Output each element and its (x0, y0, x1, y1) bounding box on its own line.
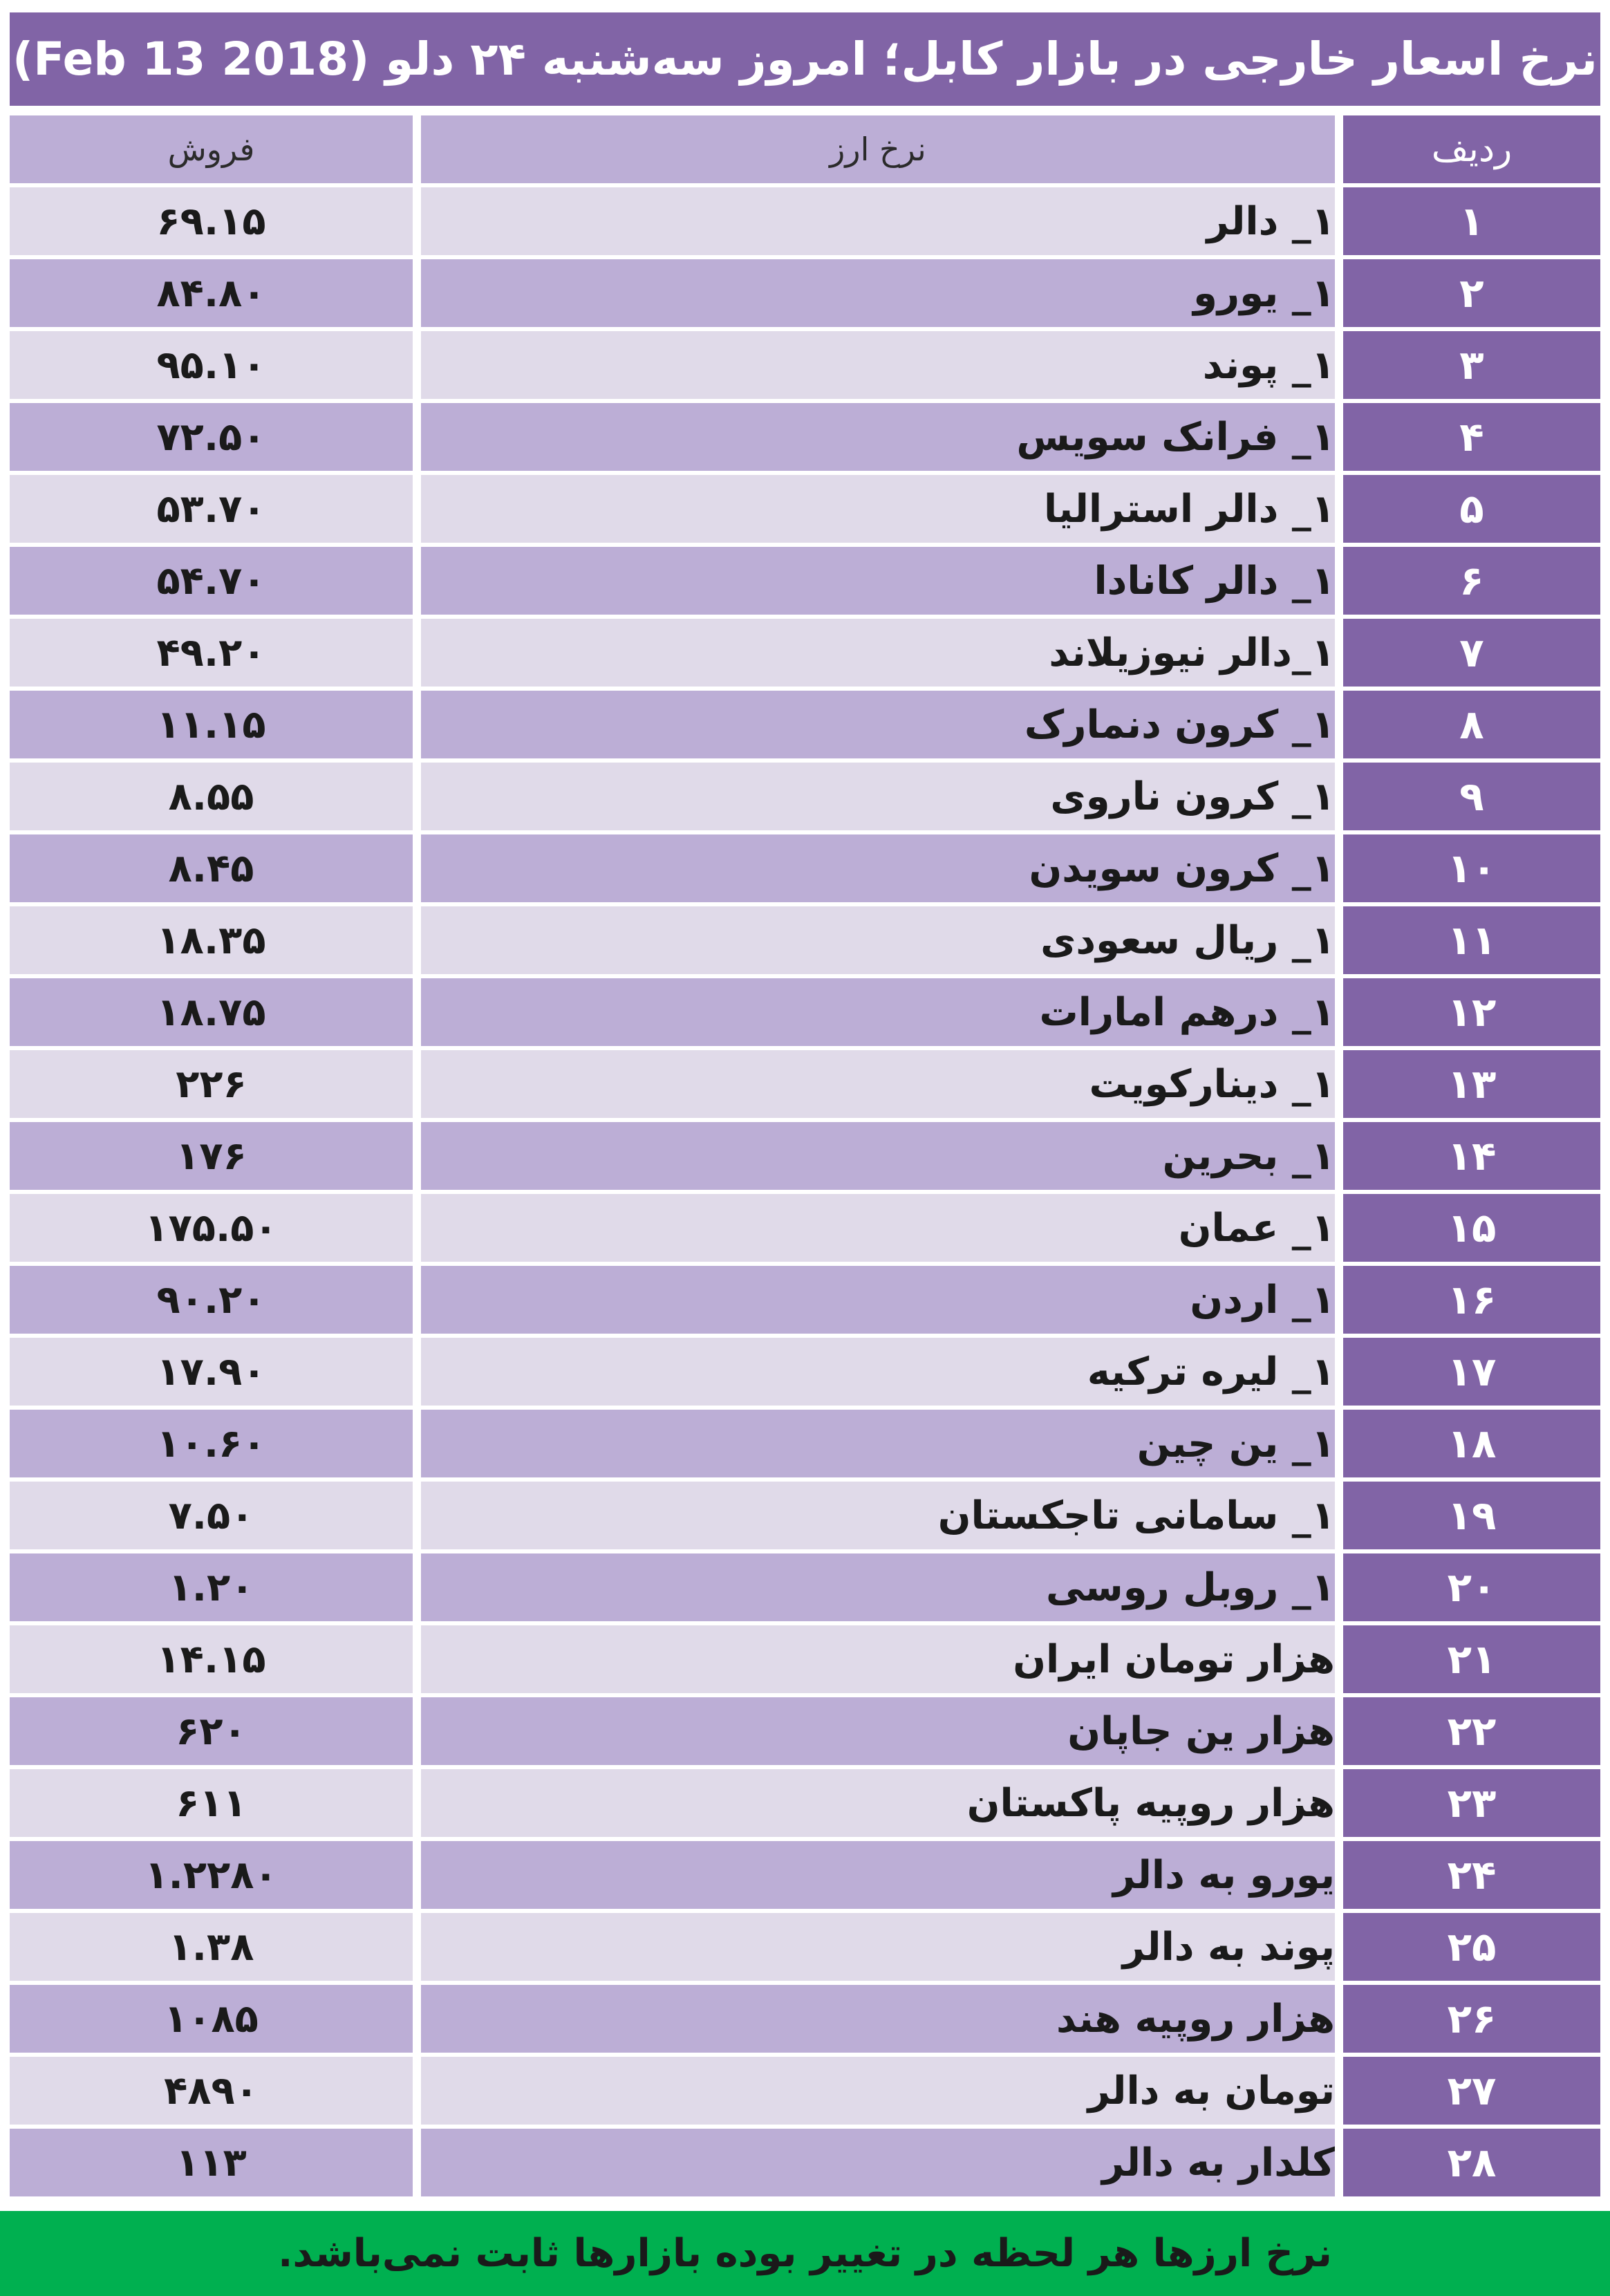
row-index: ۲۱ (1343, 1625, 1600, 1693)
table-row (10, 187, 1600, 255)
row-index: ۱۸ (1343, 1410, 1600, 1477)
row-index: ۵ (1343, 475, 1600, 543)
table-row (10, 1050, 1600, 1118)
currency-name: ۱_ روبل روسی (421, 1553, 1335, 1621)
sell-rate: ۵۳.۷۰ (10, 475, 413, 543)
currency-name: هزار روپیه هند (421, 1985, 1335, 2053)
table-row (10, 403, 1600, 471)
table-row (10, 1194, 1600, 1262)
currency-name: ۱_ کرون ناروی (421, 763, 1335, 830)
currency-name: هزار تومان ایران (421, 1625, 1335, 1693)
currency-name: ۱_ عمان (421, 1194, 1335, 1262)
currency-name: ۱_ دالر استرالیا (421, 475, 1335, 543)
row-index: ۲۲ (1343, 1697, 1600, 1765)
row-index: ۸ (1343, 691, 1600, 758)
table-row (10, 1338, 1600, 1406)
row-index: ۲۷ (1343, 2057, 1600, 2125)
table-row (10, 1553, 1600, 1621)
sell-rate: ۸۴.۸۰ (10, 259, 413, 327)
currency-name: ۱_ لیره ترکیه (421, 1338, 1335, 1406)
currency-name: ۱_ درهم امارات (421, 978, 1335, 1046)
currency-name: ۱_ ین چین (421, 1410, 1335, 1477)
row-index: ۱ (1343, 187, 1600, 255)
sell-rate: ۵۴.۷۰ (10, 547, 413, 615)
sell-rate: ۱۷۵.۵۰ (10, 1194, 413, 1262)
sell-rate: ۱.۲۰ (10, 1553, 413, 1621)
table-row (10, 1697, 1600, 1765)
table-row (10, 978, 1600, 1046)
sell-rate: ۱.۳۸ (10, 1913, 413, 1981)
page-title: نرخ اسعار خارجی در بازار کابل؛ امروز سه‌شنبه ۲۴ دلو (Feb 13 2018) (10, 12, 1600, 106)
sell-rate: ۴۹.۲۰ (10, 619, 413, 687)
sell-rate: ۸.۵۵ (10, 763, 413, 830)
row-index: ۹ (1343, 763, 1600, 830)
sell-rate: ۱۸.۳۵ (10, 906, 413, 974)
row-index: ۱۵ (1343, 1194, 1600, 1262)
sell-rate: ۱۰.۶۰ (10, 1410, 413, 1477)
row-index: ۱۴ (1343, 1122, 1600, 1190)
sell-rate: ۱۱.۱۵ (10, 691, 413, 758)
sell-rate: ۶۱۱ (10, 1769, 413, 1837)
currency-name: ۱_ فرانک سویس (421, 403, 1335, 471)
header-radif: ردیف (1343, 115, 1600, 183)
row-index: ۲۶ (1343, 1985, 1600, 2053)
currency-name: ۱_ سامانی تاجکستان (421, 1482, 1335, 1549)
currency-name: ۱_ پوند (421, 331, 1335, 399)
sell-rate: ۹۰.۲۰ (10, 1266, 413, 1334)
sell-rate: ۶۲۰ (10, 1697, 413, 1765)
row-index: ۲۸ (1343, 2129, 1600, 2196)
currency-name: هزار روپیه پاکستان (421, 1769, 1335, 1837)
sell-rate: ۲۲۶ (10, 1050, 413, 1118)
table-row (10, 475, 1600, 543)
table-row (10, 547, 1600, 615)
table-header-row (10, 115, 1600, 183)
sell-rate: ۱۴.۱۵ (10, 1625, 413, 1693)
currency-name: ۱_ یورو (421, 259, 1335, 327)
currency-name: ۱_ کرون سویدن (421, 834, 1335, 902)
currency-name: ۱_ کرون دنمارک (421, 691, 1335, 758)
table-row (10, 763, 1600, 830)
currency-name: ۱_دالر نیوزیلاند (421, 619, 1335, 687)
table-row (10, 834, 1600, 902)
header-sell: فروش (10, 115, 413, 183)
row-index: ۱۰ (1343, 834, 1600, 902)
table-row (10, 1410, 1600, 1477)
sell-rate: ۱۱۳ (10, 2129, 413, 2196)
row-index: ۲۴ (1343, 1841, 1600, 1909)
table-row (10, 1913, 1600, 1981)
currency-name: ۱_ اردن (421, 1266, 1335, 1334)
row-index: ۲۳ (1343, 1769, 1600, 1837)
table-body (10, 187, 1600, 2196)
currency-name: یورو به دالر (421, 1841, 1335, 1909)
table-row (10, 691, 1600, 758)
row-index: ۲۰ (1343, 1553, 1600, 1621)
currency-name: پوند به دالر (421, 1913, 1335, 1981)
currency-name: ۱_ بحرین (421, 1122, 1335, 1190)
currency-name: هزار ین جاپان (421, 1697, 1335, 1765)
sell-rate: ۸.۴۵ (10, 834, 413, 902)
table-row (10, 2129, 1600, 2196)
table-row (10, 259, 1600, 327)
row-index: ۷ (1343, 619, 1600, 687)
sell-rate: ۹۵.۱۰ (10, 331, 413, 399)
footer-note: نرخ ارزها هر لحظه در تغییر بوده بازارها ثابت نمی‌باشد. (0, 2211, 1610, 2296)
row-index: ۱۳ (1343, 1050, 1600, 1118)
row-index: ۶ (1343, 547, 1600, 615)
rates-table (10, 111, 1600, 2201)
table-row (10, 1266, 1600, 1334)
table-row (10, 1841, 1600, 1909)
sell-rate: ۴۸۹۰ (10, 2057, 413, 2125)
currency-name: کلدار به دالر (421, 2129, 1335, 2196)
row-index: ۱۱ (1343, 906, 1600, 974)
table-row (10, 1985, 1600, 2053)
sell-rate: ۱.۲۲۸۰ (10, 1841, 413, 1909)
currency-name: ۱_ دینارکویت (421, 1050, 1335, 1118)
sell-rate: ۱۷.۹۰ (10, 1338, 413, 1406)
table-row (10, 1625, 1600, 1693)
row-index: ۱۶ (1343, 1266, 1600, 1334)
row-index: ۲ (1343, 259, 1600, 327)
table-row (10, 2057, 1600, 2125)
currency-name: تومان به دالر (421, 2057, 1335, 2125)
row-index: ۱۷ (1343, 1338, 1600, 1406)
table-row (10, 619, 1600, 687)
row-index: ۴ (1343, 403, 1600, 471)
currency-name: ۱_ ریال سعودی (421, 906, 1335, 974)
sell-rate: ۱۰۸۵ (10, 1985, 413, 2053)
currency-name: ۱_ دالر (421, 187, 1335, 255)
row-index: ۲۵ (1343, 1913, 1600, 1981)
table-row (10, 1769, 1600, 1837)
sell-rate: ۷.۵۰ (10, 1482, 413, 1549)
sell-rate: ۱۸.۷۵ (10, 978, 413, 1046)
row-index: ۳ (1343, 331, 1600, 399)
table-row (10, 1482, 1600, 1549)
header-currency-name: نرخ ارز (421, 115, 1335, 183)
sell-rate: ۶۹.۱۵ (10, 187, 413, 255)
row-index: ۱۲ (1343, 978, 1600, 1046)
table-row (10, 906, 1600, 974)
sell-rate: ۷۲.۵۰ (10, 403, 413, 471)
sell-rate: ۱۷۶ (10, 1122, 413, 1190)
table-row (10, 1122, 1600, 1190)
table-row (10, 331, 1600, 399)
currency-name: ۱_ دالر کانادا (421, 547, 1335, 615)
row-index: ۱۹ (1343, 1482, 1600, 1549)
